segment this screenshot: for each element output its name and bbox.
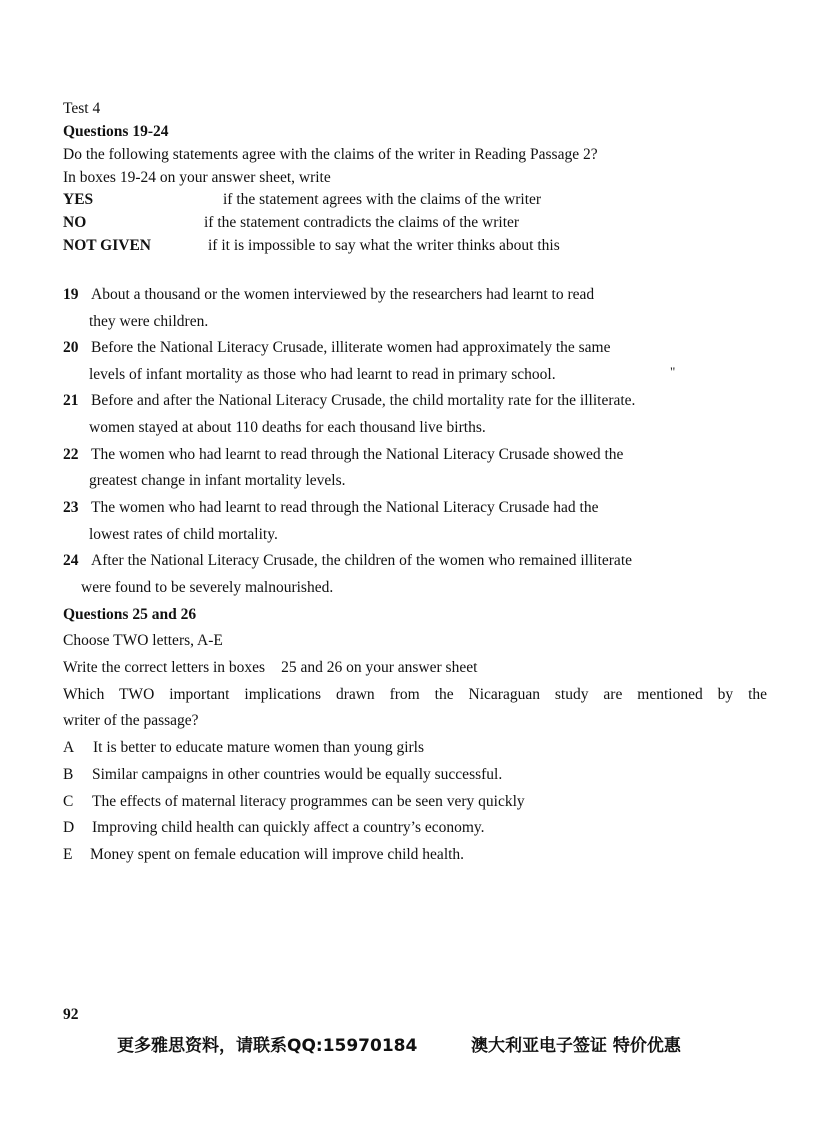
- question-text-cont: greatest change in infant mortality levels.: [89, 472, 346, 489]
- question-text: Before and after the National Literacy Crusade, the child mortality rate for the illiterate.: [91, 392, 636, 409]
- option-text: The effects of maternal literacy programmes can be seen very quickly: [92, 793, 525, 810]
- test-label: Test 4: [63, 100, 101, 117]
- question-text: The women who had learnt to read through the National Literacy Crusade had the: [91, 499, 599, 516]
- question-text: About a thousand or the women interviewed by the researchers had learnt to read: [91, 286, 595, 303]
- option-text: Money spent on female education will improve child health.: [90, 846, 465, 863]
- option-text: Improving child health can quickly affect a country’s economy.: [92, 819, 485, 836]
- legend-key-no: NO: [63, 214, 87, 231]
- question-text: The women who had learnt to read through the National Literacy Crusade showed the: [91, 446, 624, 463]
- option-letter: E: [63, 846, 73, 863]
- question-text-cont: women stayed at about 110 deaths for each thousand live births.: [89, 419, 486, 436]
- instruction-text-2: In boxes 19-24 on your answer sheet, write: [63, 169, 331, 186]
- question-text-cont: lowest rates of child mortality.: [89, 526, 278, 543]
- instruction-choose: Choose TWO letters, A-E: [63, 632, 223, 649]
- question-number: 22: [63, 446, 79, 463]
- instruction-text: Do the following statements agree with the claims of the writer in Reading Passage 2?: [63, 146, 598, 163]
- instruction-write-part1: Write the correct letters in boxes: [63, 659, 266, 676]
- footer-promo: 澳大利亚电子签证 特价优惠: [471, 1036, 681, 1056]
- question-text-cont: they were children.: [89, 313, 209, 330]
- question-number: 23: [63, 499, 79, 516]
- instruction-write-part2: 25 and 26 on your answer sheet: [281, 659, 478, 676]
- question-number: 21: [63, 392, 79, 409]
- stray-mark: ": [670, 364, 676, 379]
- question-text-cont: were found to be severely malnourished.: [81, 579, 334, 596]
- option-text: It is better to educate mature women than young girls: [93, 739, 425, 756]
- question-text-cont: levels of infant mortality as those who had learnt to read in primary school.: [89, 366, 556, 383]
- section-heading-19-24: Questions 19-24: [63, 123, 169, 140]
- question-number: 24: [63, 552, 79, 569]
- legend-key-not-given: NOT GIVEN: [63, 237, 151, 254]
- legend-key-yes: YES: [63, 191, 94, 208]
- legend-desc-yes: if the statement agrees with the claims of the writer: [223, 191, 542, 208]
- page-number: 92: [63, 1006, 79, 1023]
- instruction-write: [63, 659, 477, 677]
- question-text: Before the National Literacy Crusade, illiterate women had approximately the same: [91, 339, 611, 356]
- question-text: After the National Literacy Crusade, the children of the women who remained illiterate: [91, 552, 633, 569]
- option-letter: A: [63, 739, 75, 756]
- question-number: 19: [63, 286, 79, 303]
- question-number: 20: [63, 339, 79, 356]
- legend-desc-not-given: if it is impossible to say what the writer thinks about this: [208, 237, 560, 254]
- option-letter: C: [63, 793, 74, 810]
- option-letter: D: [63, 819, 75, 836]
- prompt-text: Which TWO important implications drawn from the Nicaraguan study are mentioned by the: [63, 686, 767, 703]
- legend-desc-no: if the statement contradicts the claims of the writer: [204, 214, 520, 231]
- footer-contact: 更多雅思资料，请联系QQ:15970184: [117, 1036, 418, 1056]
- option-letter: B: [63, 766, 74, 783]
- prompt-text-cont: writer of the passage?: [63, 712, 199, 729]
- section-heading-25-26: Questions 25 and 26: [63, 606, 197, 623]
- option-text: Similar campaigns in other countries would be equally successful.: [92, 766, 503, 783]
